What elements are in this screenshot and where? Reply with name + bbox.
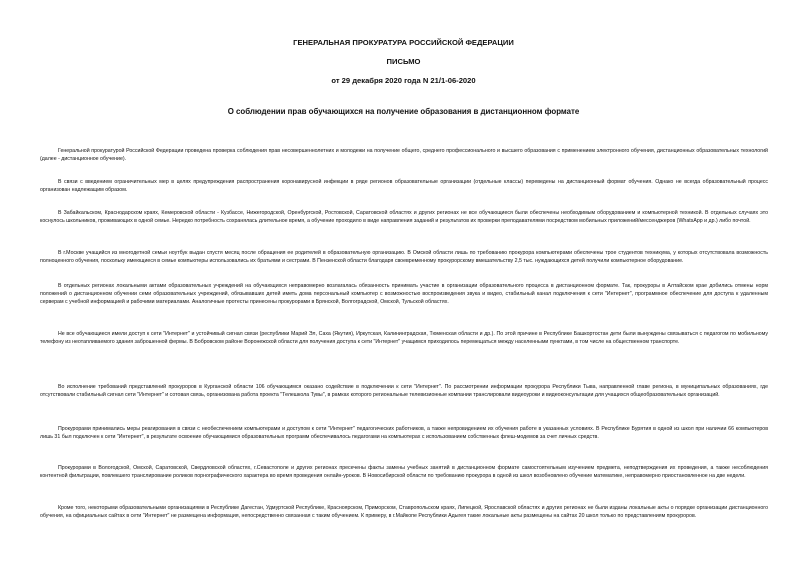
issuing-organization: ГЕНЕРАЛЬНАЯ ПРОКУРАТУРА РОССИЙСКОЙ ФЕДЕРАЦИИ — [293, 38, 514, 47]
paragraph: В отдельных регионах локальными актами образовательных учреждений на обучающихся неправомерно возлагалась обязанность принимать участие в организации образовательного процесса в дистанционном формате. Так, прокуроры в Алтайском крае добились отмены норм положений о дистанционном обучении семи образовательных учреждений, обязывавших детей иметь дома персональный компьютер с возможностью воспроизведения звука и видео, стабильный канал подключения к сети "Интернет", программное обеспечение для доступа к удаленным серверам с учебной информацией и рабочими материалами. Аналогичные протесты принесены прокурорами в Брянской, Волгоградской, Омской, Тульской областях. — [40, 283, 768, 306]
paragraph: Прокурорами принимались меры реагирования в связи с необеспечением компьютерами и доступом к сети "Интернет" педагогических работников, а также непровидением их обучения работе в указанных условиях. В Республике Бурятия в одной из школ при наличии 66 компьютеров лишь 31 был подключен к сети "Интернет", в результате освоение обучающимися образовательных программ обеспечивалось педагогами на компьютерах с использованием собственных флеш-модемов за счет личных средств. — [40, 426, 768, 441]
paragraph: В г.Москве учащийся из многодетной семьи ноутбук выдан спустя месяц после обращения ее родителей в образовательную организацию. В Омской области лишь по требованию прокурора компьютерами обеспечены трое студентов техникума, у которых отсутствовала возможность полноценного обучения, поскольку имеющиеся в семье компьютеры использовались их братьями и сестрами. В Пензенской области благодаря своевременному прокурорскому вмешательству 2,5 тыс. нуждающихся детей получили компьютерное оборудование. — [40, 250, 768, 265]
document-type: ПИСЬМО — [386, 57, 421, 66]
paragraph: Не все обучающиеся имели доступ к сети "Интернет" и устойчивый сигнал связи (республики Марий Эл, Саха (Якутия), Иркутская, Калининградская, Тюменская области и др.). По этой причине в Республике Башкортостан дети были вынуждены связываться с педагогом по мобильному телефону из неотапливаемого здания заброшенной фермы. В Бобровском районе Воронежской области для получения доступа к сети "Интернет" учащимся приходилось перемещаться между населенными пунктами, в том числе на общественном транспорте. — [40, 331, 768, 346]
document-date-number: от 29 декабря 2020 года N 21/1-06-2020 — [331, 76, 476, 85]
document-subject: О соблюдении прав обучающихся на получение образования в дистанционном формате — [227, 107, 580, 116]
paragraph: Во исполнение требований представлений прокуроров в Курганской области 106 обучающимся оказано содействие в подключении к сети "Интернет". По рассмотрении информации прокурора Республики Тыва, направленной главе региона, в муниципальных образованиях, где отсутствовали стабильный сигнал сети "Интернет" и сотовая связь, организована работа проекта "Телешкола Тувы", в рамках которого региональные телевизионные компании транслировали видеоуроки и видеоконсультации для учащихся общеобразовательных организаций. — [40, 384, 768, 399]
paragraph: В связи с введением ограничительных мер в целях предупреждения распространения коронавирусной инфекции в ряде регионов образовательные организации (отдельные классы) переведены на дистанционный формат обучения. Однако не всегда образовательный процесс организован надлежащим образом. — [40, 179, 768, 194]
paragraph: В Забайкальском, Краснодарском краях, Кемеровской области - Кузбассе, Нижегородской, Оренбургской, Ростовской, Саратовской областях и других регионах не все обучающиеся были обеспечены необходимым оборудованием и компьютерной техникой. В отдельных случаях это коснулось школьников, проживающих в одной семье. Нередко потребность сохранялась длительное время, а обучение проходило в виде направления заданий и результатов их проверки преподавателями посредством мобильных приложений/мессенджеров (WhatsApp и др.) либо почтой. — [40, 210, 768, 225]
paragraph: Генеральной прокуратурой Российской Федерации проведена проверка соблюдения прав несовершеннолетних и молодежи на получение общего, среднего профессионального и высшего образования с применением электронного обучения, дистанционных образовательных технологий (далее - дистанционное обучение). — [40, 148, 768, 163]
paragraph: Кроме того, некоторыми образовательными организациями в Республике Дагестан, Удмуртской Республике, Красноярском, Приморском, Ставропольском краях, Липецкой, Ярославской областях и других регионах не были изданы локальные акты о порядке организации дистанционного обучения, на официальных сайтах в сети "Интернет" не размещена информация, непосредственно связанная с таким обучением. К примеру, в г.Майкопе Республики Адыгея такие локальные акты размещены на сайтах 20 школ только по представлениям прокуроров. — [40, 505, 768, 520]
paragraph: Прокурорами в Вологодской, Омской, Саратовской, Свердловской областях, г.Севастополе и других регионах пресечены факты замены учебных занятий в дистанционном формате самостоятельным изучением предмета, неподтверждения их проведения, а также несоблюдения контентной фильтрации, повлекшего транслирование роликов порнографического характера во время проведения онлайн-уроков. В Новосибирской области по требованию прокурора в одной из школ возобновлено обучение математике, неправомерно приостановленное на две недели. — [40, 465, 768, 480]
